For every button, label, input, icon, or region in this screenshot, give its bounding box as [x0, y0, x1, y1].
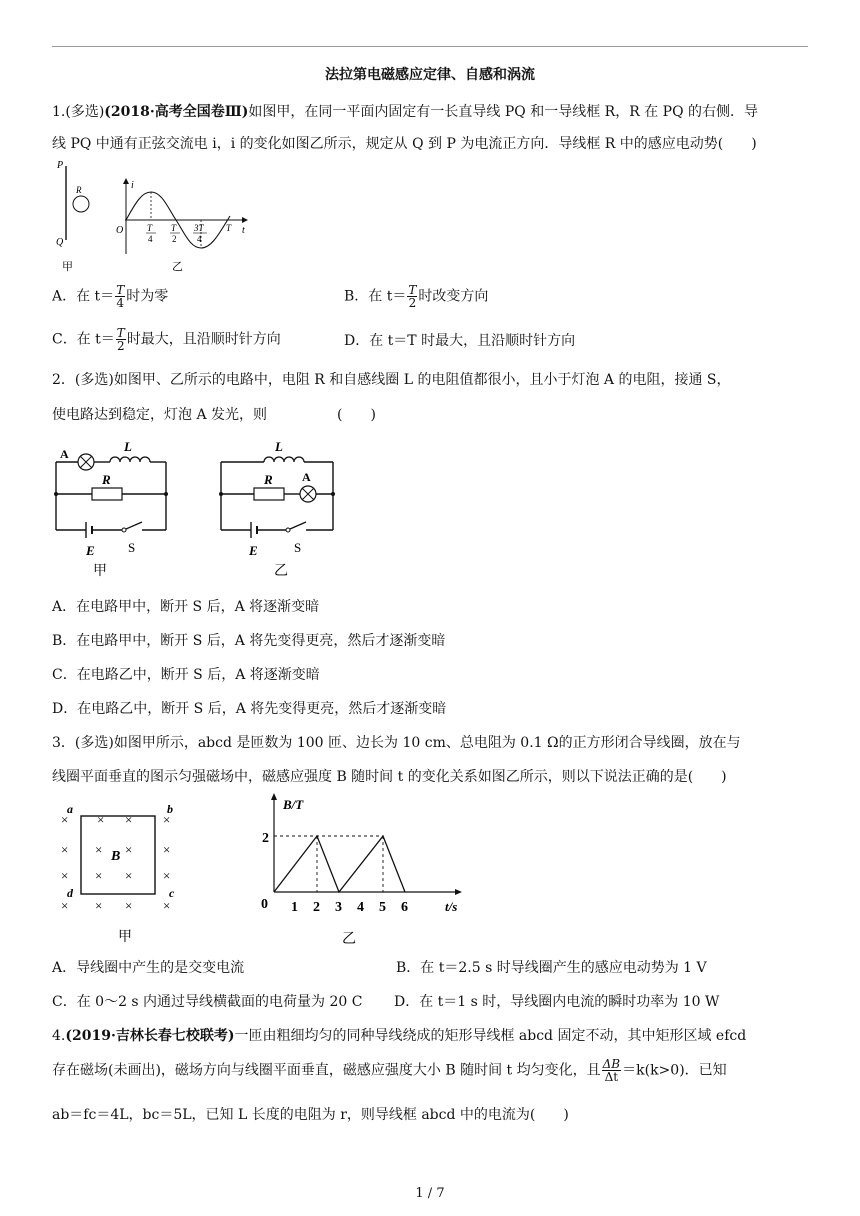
- q1-tick-t2-den: 2: [172, 234, 177, 244]
- q1-option-d: D．在 t＝T 时最大，且沿顺时针方向: [344, 333, 576, 349]
- q3-ylabel: B/T: [283, 797, 304, 812]
- svg-text:×: ×: [95, 842, 103, 857]
- q1-prefix: 1.(多选): [52, 104, 105, 120]
- q2-circuits: [46, 432, 346, 582]
- svg-text:×: ×: [163, 868, 171, 883]
- q1-tick-t4: T: [147, 223, 153, 233]
- q3-xlabel: t/s: [445, 899, 458, 914]
- svg-text:×: ×: [61, 868, 69, 883]
- svg-text:A: A: [302, 470, 311, 484]
- svg-text:B: B: [111, 849, 121, 864]
- q2-circuit-yi: [219, 439, 335, 579]
- q3-x-tick: 4: [357, 900, 364, 915]
- q1-line1: [52, 101, 758, 121]
- svg-text:b: b: [167, 802, 173, 816]
- q3-origin: 0: [261, 897, 268, 912]
- q1-figures: [50, 158, 250, 276]
- svg-text:c: c: [169, 886, 175, 900]
- q2-option-d: D．在电路乙中，断开 S 后，A 将先变得更亮，然后才逐渐变暗: [52, 701, 447, 717]
- q3-y-tick-2: 2: [262, 831, 269, 846]
- q1-option-b: B．在 t＝ $\frac{T}{2}$ 时改变方向: [344, 283, 489, 310]
- q4-line1: 4.(2019·吉林长春七校联考)一匝由粗细均匀的同种导线绕成的矩形导线框 abcd 固定不动，其中矩形区域 efcd: [52, 1028, 747, 1044]
- q3-option-b: B．在 t＝2.5 s 时导线圈产生的感应电动势为 1 V: [396, 960, 707, 976]
- svg-text:×: ×: [125, 842, 133, 857]
- q1-fig-yi: 乙: [172, 261, 183, 273]
- q2-fig-jia: 甲: [93, 564, 107, 579]
- q3-fig-jia: 甲: [118, 930, 132, 945]
- q2-fig-yi: 乙: [274, 564, 288, 579]
- svg-text:S: S: [128, 540, 136, 555]
- q1-tick-t: T: [226, 223, 232, 233]
- svg-text:×: ×: [95, 898, 103, 913]
- header-rule: [52, 46, 808, 47]
- q2-coil-yi: [264, 457, 304, 462]
- q1-label-o: O: [116, 225, 124, 236]
- svg-text:×: ×: [61, 842, 69, 857]
- q2-option-b: B．在电路甲中，断开 S 后，A 将先变得更亮，然后才逐渐变暗: [52, 633, 446, 649]
- svg-text:×: ×: [61, 812, 69, 827]
- q2-resistor-jia: [92, 488, 122, 500]
- svg-text:E: E: [86, 543, 95, 558]
- q4-line3: ab＝fc＝4L，bc＝5L，已知 L 长度的电阻为 r，则导线框 abcd 中的电流为( ): [52, 1107, 569, 1123]
- q2-circuit-jia: [54, 439, 168, 579]
- q1-line2: 线 PQ 中通有正弦交流电 i，i 的变化如图乙所示，规定从 Q 到 P 为电流正方向．导线框 R 中的感应电动势( ): [52, 136, 757, 152]
- q3-coil-figure: [55, 800, 185, 946]
- q2-line1: 2．(多选)如图甲、乙所示的电路中，电阻 R 和自感线圈 L 的电阻值都很小，且小于灯泡 A 的电阻，接通 S，: [52, 372, 731, 388]
- q2-switch-yi: [290, 522, 306, 529]
- q2-switch-jia: [126, 522, 142, 529]
- q3-x-tick: 1: [291, 900, 298, 915]
- svg-text:×: ×: [125, 868, 133, 883]
- q3-option-a: A．导线圈中产生的是交变电流: [52, 960, 245, 976]
- q3-option-c: C．在 0～2 s 内通过导线横截面的电荷量为 20 C: [52, 994, 363, 1010]
- q2-line2: 使电路达到稳定，灯泡 A 发光，则 ( ): [52, 407, 376, 423]
- q1-option-c: C．在 t＝ $\frac{T}{2}$ 时最大，且沿顺时针方向: [52, 326, 281, 353]
- q1-label-r: R: [76, 185, 82, 195]
- svg-text:×: ×: [163, 842, 171, 857]
- svg-text:×: ×: [163, 898, 171, 913]
- q1-label-t: t: [242, 225, 245, 236]
- svg-text:×: ×: [97, 812, 105, 827]
- svg-text:×: ×: [61, 898, 69, 913]
- page-number: 1 / 7: [415, 1186, 445, 1201]
- q1-tick-3t4: 3T: [194, 223, 204, 233]
- q1-frame-r: [73, 196, 89, 212]
- q1-tick-t4-den: 4: [148, 234, 153, 244]
- svg-text:×: ×: [125, 812, 133, 827]
- q1-option-a: A．在 t＝ $\frac{T}{4}$ 时为零: [52, 283, 169, 310]
- q3-line2: 线圈平面垂直的图示匀强磁场中，磁感应强度 B 随时间 t 的变化关系如图乙所示，则以下说法正确的是( ): [52, 769, 727, 785]
- svg-text:a: a: [67, 802, 73, 816]
- q3-x-tick: 2: [313, 900, 320, 915]
- q1-source: (2018·高考全国卷Ⅲ): [104, 104, 249, 120]
- svg-text:×: ×: [125, 898, 133, 913]
- q2-option-c: C．在电路乙中，断开 S 后，A 将逐渐变暗: [52, 667, 320, 683]
- q4-line2: 存在磁场(未画出)，磁场方向与线圈平面垂直，磁感应强度大小 B 随时间 t 均匀变化，且 $\frac{\Delta B}{\Delta t}$ ＝k(k>0)．已知: [52, 1057, 727, 1084]
- q3-x-tick: 5: [379, 900, 386, 915]
- q2-coil-jia: [110, 457, 150, 462]
- page-title: 法拉第电磁感应定律、自感和涡流: [325, 67, 535, 83]
- q1-label-q: Q: [56, 237, 64, 248]
- q2-option-a: A．在电路甲中，断开 S 后，A 将逐渐变暗: [52, 599, 320, 615]
- q1-fig-jia: 甲: [62, 261, 73, 273]
- q1-tick-3t4-den: 4: [197, 234, 202, 244]
- q3-option-d: D．在 t＝1 s 时，导线圈内电流的瞬时功率为 10 W: [394, 994, 720, 1010]
- q1-label-p: P: [57, 160, 64, 171]
- q2-resistor-yi: [254, 488, 284, 500]
- q3-fig-yi: 乙: [342, 932, 356, 947]
- q3-x-tick: 3: [335, 900, 342, 915]
- q4-source: (2019·吉林长春七校联考): [65, 1028, 235, 1044]
- q3-graph: [255, 790, 470, 950]
- svg-text:L: L: [124, 439, 132, 454]
- q1-label-i: i: [131, 180, 134, 191]
- q3-b-curve: [274, 836, 405, 892]
- svg-text:d: d: [67, 886, 73, 900]
- svg-text:×: ×: [163, 812, 171, 827]
- svg-text:R: R: [102, 472, 111, 487]
- q3-line1: 3．(多选)如图甲所示，abcd 是匝数为 100 匝、边长为 10 cm、总电阻为 0.1 Ω的正方形闭合导线圈，放在与: [52, 735, 741, 751]
- svg-text:E: E: [249, 543, 258, 558]
- svg-text:S: S: [294, 540, 302, 555]
- svg-text:×: ×: [95, 868, 103, 883]
- q1-tick-t2: T: [171, 223, 177, 233]
- svg-text:L: L: [275, 439, 283, 454]
- q1-text1: 如图甲，在同一平面内固定有一长直导线 PQ 和一导线框 R，R 在 PQ 的右侧．导: [248, 104, 758, 120]
- q3-x-tick: 6: [401, 900, 408, 915]
- svg-text:R: R: [264, 472, 273, 487]
- svg-text:A: A: [60, 447, 69, 461]
